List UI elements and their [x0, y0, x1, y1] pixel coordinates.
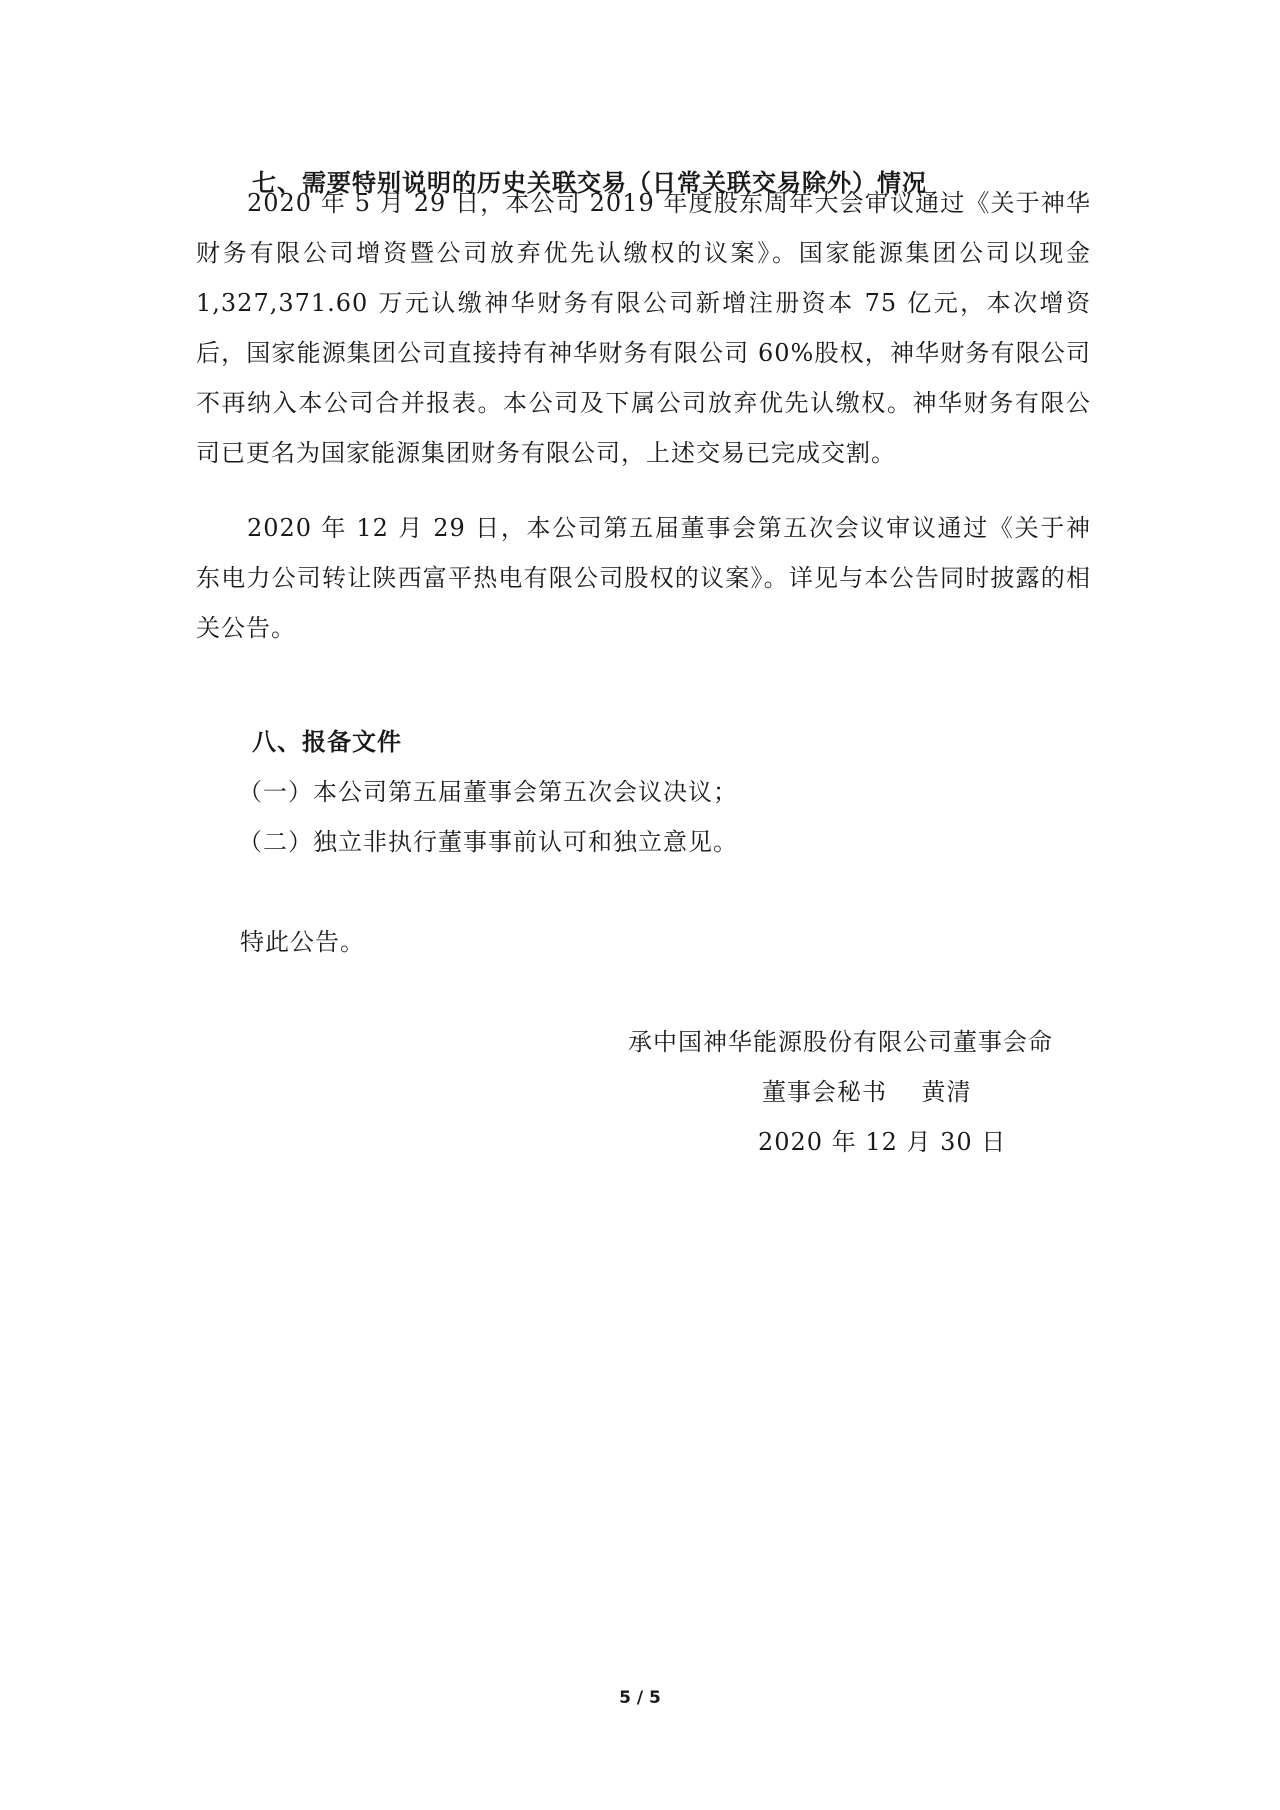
- signature-date: 2020 年 12 月 30 日: [758, 1128, 1007, 1156]
- section-7-heading: 七、需要特别说明的历史关联交易（日常关联交易除外）情况: [252, 168, 927, 197]
- closing-text: 特此公告。: [240, 928, 365, 956]
- section-8-heading: 八、报备文件: [252, 727, 402, 756]
- section-7-paragraph-2: [196, 503, 1091, 653]
- section-7-paragraph-2-text: 2020 年 12 月 29 日，本公司第五届董事会第五次会议审议通过《关于神东电力公司转让陕西富平热电有限公司股权的议案》。详见与本公告同时披露的相关公告。: [196, 514, 1091, 642]
- page-number: 5 / 5: [619, 1688, 661, 1708]
- attachment-item-2: （二）独立非执行董事事前认可和独立意见。: [238, 828, 738, 856]
- section-7-paragraph-1: [196, 178, 1091, 478]
- signature-secretary: 董事会秘书 黄清: [762, 1078, 972, 1106]
- signature-board: 承中国神华能源股份有限公司董事会命: [628, 1028, 1053, 1056]
- attachment-item-1: （一）本公司第五届董事会第五次会议决议；: [238, 778, 738, 806]
- section-7-paragraph-1-text: 2020 年 5 月 29 日，本公司 2019 年度股东周年大会审议通过《关于神华财务有限公司增资暨公司放弃优先认缴权的议案》。国家能源集团公司以现金1,327,371.60 万元认缴神华财务有限公司新增注册资本 75 亿元，本次增资后，国家能源集团公司直接持有神华财务有限公司 60%股权，神华财务有限公司不再纳入本公司合并报表。本公司及下属公司放弃优先认缴权。神华财务有限公司已更名为国家能源集团财务有限公司，上述交易已完成交割。: [196, 189, 1091, 467]
